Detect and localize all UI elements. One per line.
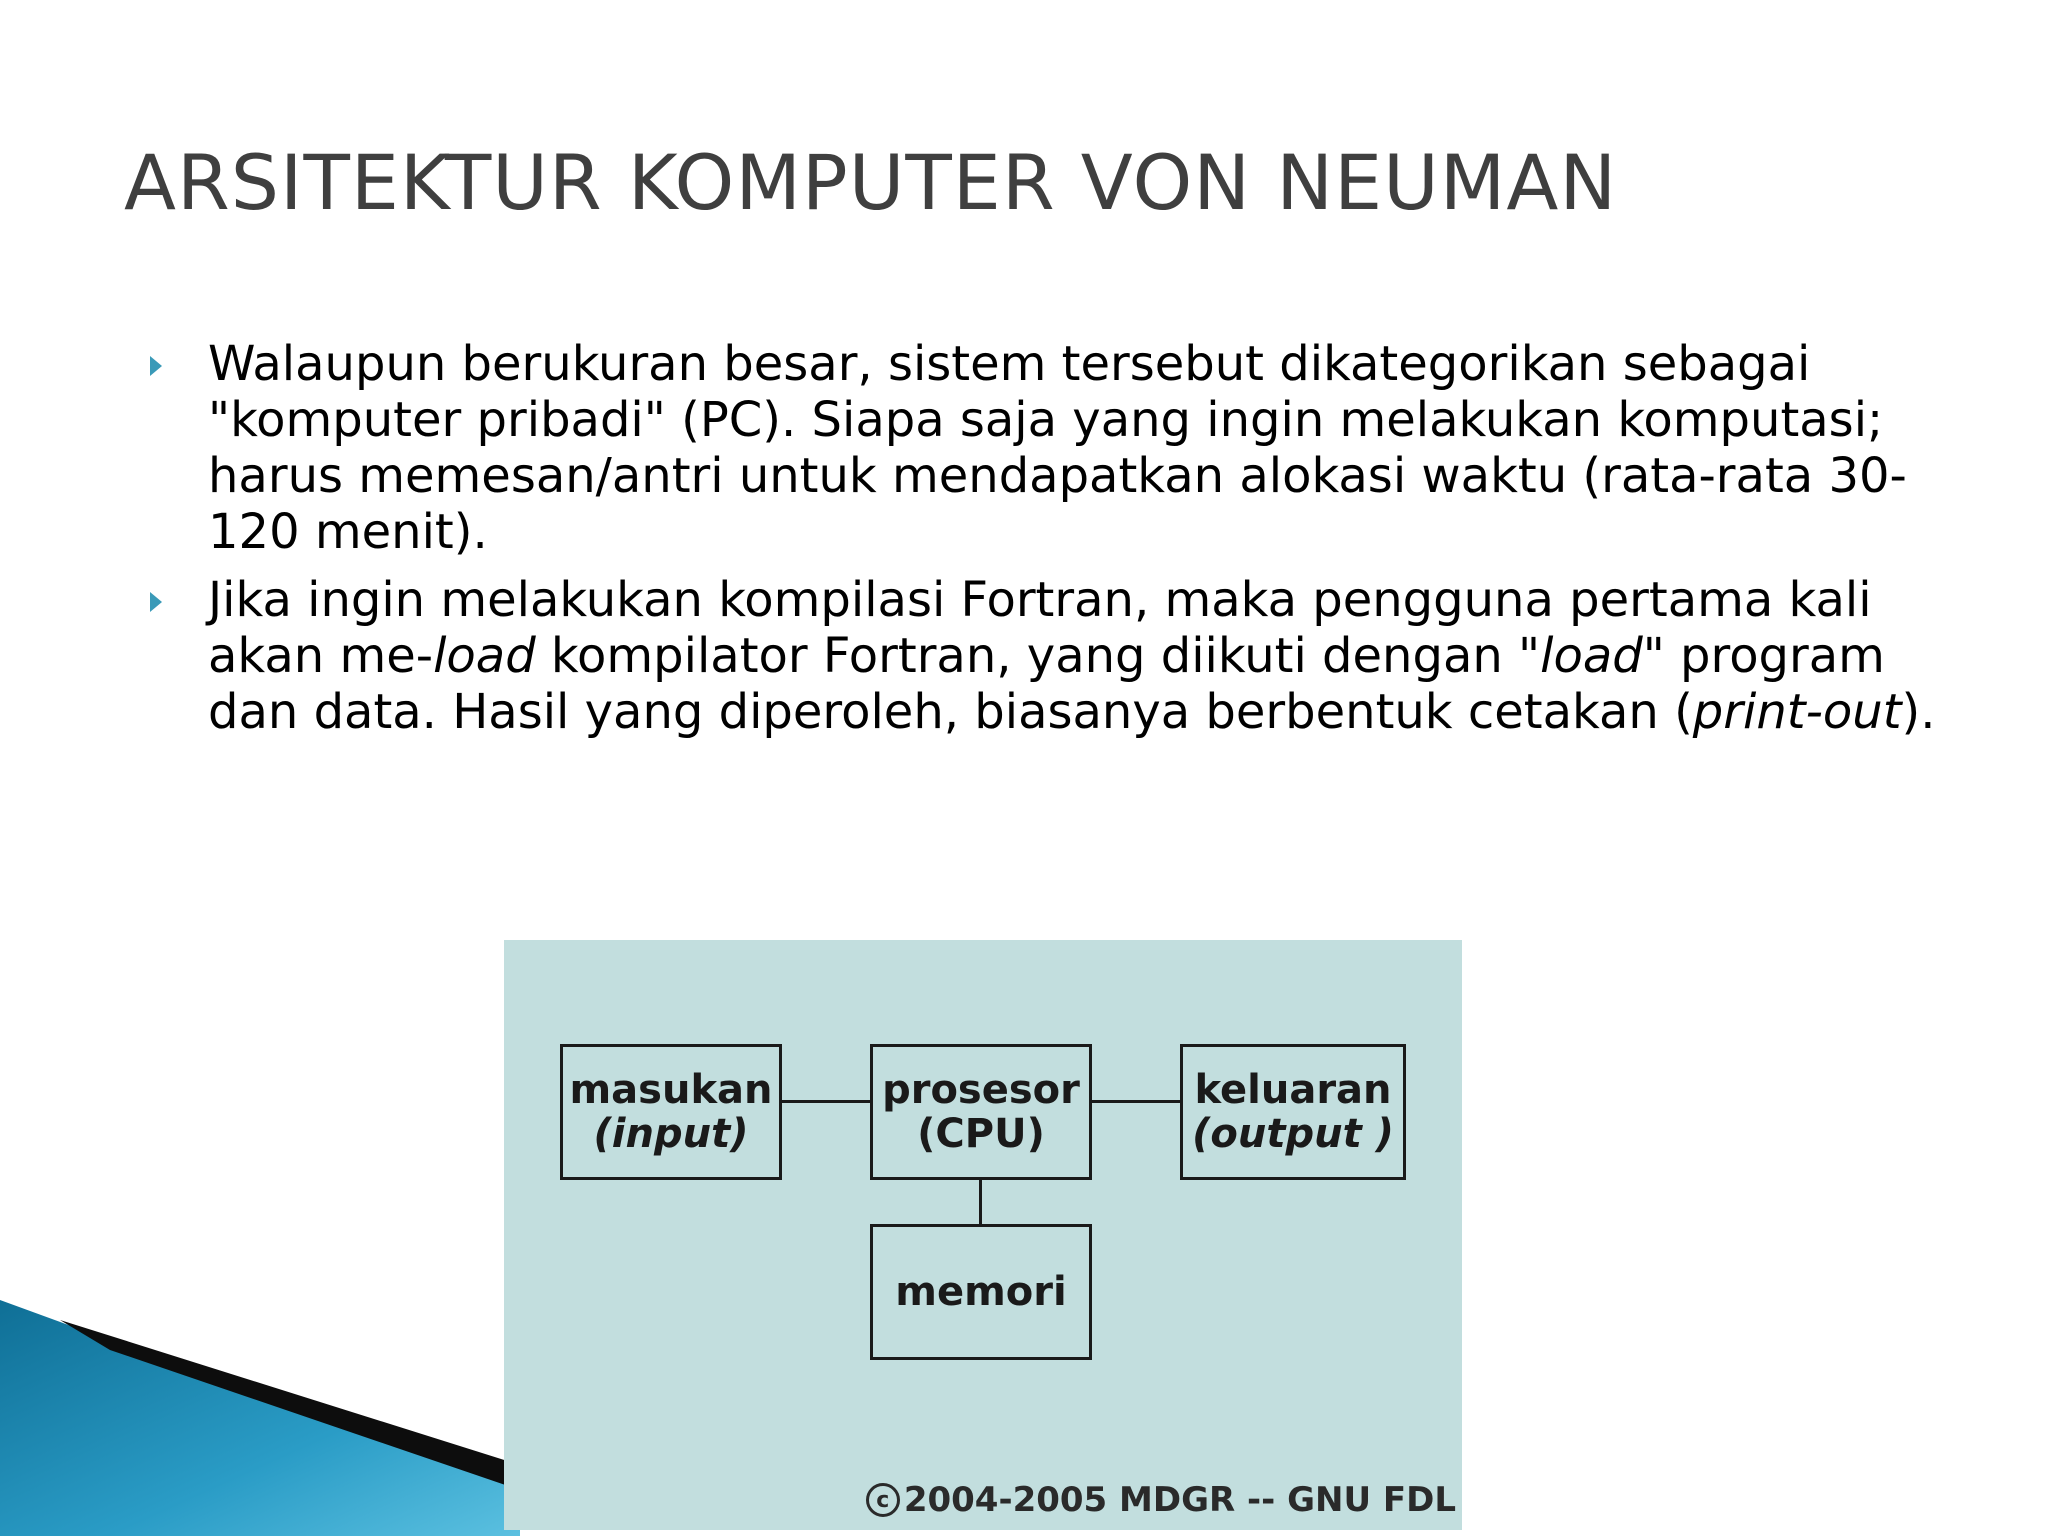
connector-input-cpu	[782, 1100, 870, 1103]
cpu-box-sub: (CPU)	[917, 1111, 1045, 1157]
bullet-text-part: kompilator Fortran, yang diikuti dengan "	[535, 628, 1541, 684]
bullet-text-part: Jika ingin melakukan kompilasi Fortran, maka pengguna pertama kali akan me-	[208, 572, 1872, 684]
bullet-item	[150, 336, 1970, 560]
output-box-label: keluaran	[1194, 1067, 1392, 1113]
copyright-notice	[866, 1480, 1456, 1520]
bullet-text: Walaupun berukuran besar, sistem tersebut dikategorikan sebagai "komputer pribadi" (PC). Siapa saja yang ingin melakukan komputasi; harus memesan/antri untuk mendapatkan alokasi waktu (rata-rata 30-120 menit).	[208, 336, 1907, 560]
architecture-diagram	[504, 940, 1462, 1530]
input-box	[560, 1044, 782, 1180]
input-box-sub: (input)	[593, 1111, 749, 1157]
copyright-icon: c	[866, 1483, 900, 1517]
input-box-label: masukan	[569, 1067, 773, 1113]
decor-blue-wedge	[0, 1300, 520, 1536]
cpu-box	[870, 1044, 1092, 1180]
bullet-list	[150, 336, 1970, 752]
slide-title: ARSITEKTUR KOMPUTER VON NEUMAN	[124, 138, 1618, 227]
memory-box-label: memori	[895, 1269, 1067, 1315]
bullet-item	[150, 572, 1970, 740]
copyright-text: 2004-2005 MDGR -- GNU FDL	[903, 1480, 1456, 1520]
cpu-box-label: prosesor	[882, 1067, 1080, 1113]
connector-cpu-memory	[979, 1180, 982, 1224]
bullet-text-italic: load	[433, 628, 536, 684]
bullet-text-part: ).	[1901, 684, 1936, 740]
bullet-text-italic: load	[1540, 628, 1643, 684]
memory-box	[870, 1224, 1092, 1360]
bullet-arrow-icon	[150, 356, 162, 376]
output-box-sub: (output )	[1192, 1111, 1394, 1157]
bullet-text-part: " program dan data. Hasil yang diperoleh, biasanya berbentuk cetakan (	[208, 628, 1885, 740]
output-box	[1180, 1044, 1406, 1180]
corner-decoration	[0, 1290, 520, 1536]
bullet-arrow-icon	[150, 592, 162, 612]
bullet-text-italic: print-out	[1692, 684, 1902, 740]
connector-cpu-output	[1092, 1100, 1180, 1103]
